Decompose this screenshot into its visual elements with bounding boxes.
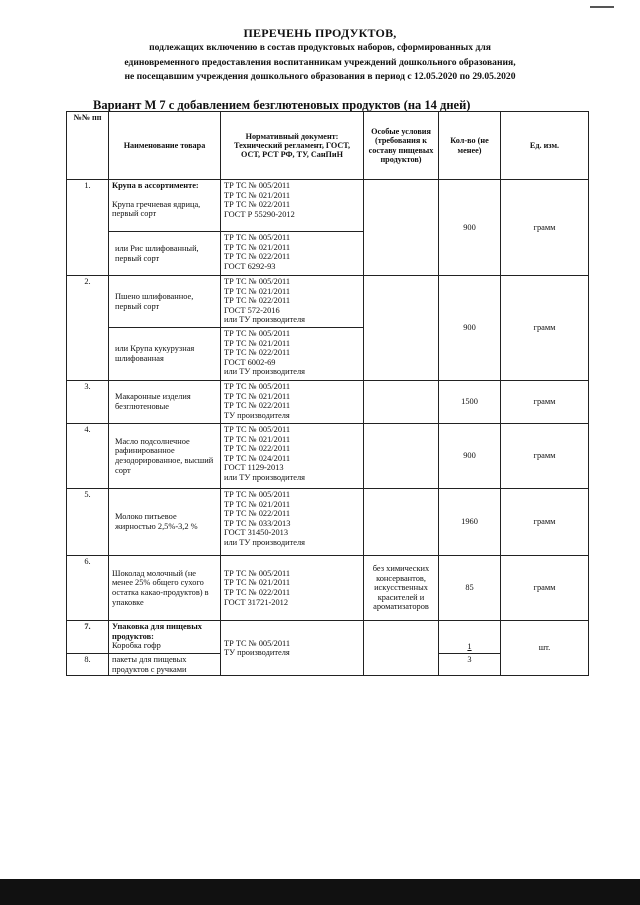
qty-cell: 900 <box>439 180 501 276</box>
table-row <box>67 556 589 621</box>
doc-line: ТР ТС № 022/2011 <box>224 348 291 358</box>
doc-line: ТР ТС № 022/2011 <box>224 200 291 210</box>
special-cell <box>364 381 439 424</box>
qty-cell: 85 <box>439 556 501 621</box>
doc-list <box>221 424 364 489</box>
qty-cell: 1 <box>439 621 501 654</box>
subtitle-line-1: подлежащих включению в состав продуктовых наборов, сформированных для <box>149 42 491 53</box>
subtitle-line-3: не посещавшим учреждения дошкольного образования в период с 12.05.2020 по 29.05.2020 <box>124 71 516 82</box>
doc-list <box>221 180 364 232</box>
table-row <box>67 424 589 489</box>
doc-line: ТР ТС № 022/2011 <box>224 252 291 262</box>
doc-list <box>221 232 364 276</box>
table-row <box>67 180 589 232</box>
table-row <box>67 381 589 424</box>
header-unit: Ед. изм. <box>501 112 589 180</box>
doc-list <box>221 276 364 328</box>
doc-line: ГОСТ 6002-69 <box>224 357 276 367</box>
special-cell <box>364 180 439 276</box>
header-doc: Нормативный документ: Технический регламент, ГОСТ, ОСТ, РСТ РФ, ТУ, СанПиН <box>221 112 364 180</box>
doc-line: ТР ТС № 024/2011 <box>224 453 291 463</box>
doc-line: ТР ТС № 021/2011 <box>224 190 291 200</box>
special-cell <box>364 424 439 489</box>
doc-line: ГОСТ 1129-2013 <box>224 463 284 473</box>
product-name: пакеты для пищевых продуктов с ручками <box>109 654 221 676</box>
product-name: Молоко питьевое жирностью 2,5%-3,2 % <box>109 489 221 556</box>
products-table <box>66 111 589 676</box>
doc-line: ТР ТС № 022/2011 <box>224 444 291 454</box>
product-name: или Рис шлифованный, первый сорт <box>109 232 221 276</box>
special-cell <box>364 489 439 556</box>
qty-cell: 3 <box>439 654 501 676</box>
product-name: Макаронные изделия безглютеновые <box>109 381 221 424</box>
qty-cell: 900 <box>439 424 501 489</box>
doc-line: или ТУ производителя <box>224 367 306 377</box>
doc-line: ТР ТС № 005/2011 <box>224 382 291 391</box>
doc-line: ГОСТ 6292-93 <box>224 261 276 271</box>
product-variant: Коробка гофр <box>112 641 161 651</box>
special-cell <box>364 621 439 676</box>
header-special: Особые условия (требования к составу пищевых продуктов) <box>364 112 439 180</box>
doc-line: ГОСТ 572-2016 <box>224 305 280 315</box>
doc-line: ТР ТС № 005/2011 <box>224 490 291 499</box>
table-row <box>67 489 589 556</box>
doc-line: ТР ТС № 021/2011 <box>224 391 291 401</box>
doc-line: ТР ТС № 022/2011 <box>224 296 291 306</box>
product-name: Пшено шлифованное, первый сорт <box>109 276 221 328</box>
unit-cell: грамм <box>501 180 589 276</box>
doc-line: ТР ТС № 005/2011 <box>224 277 291 286</box>
header-name: Наименование товара <box>109 112 221 180</box>
doc-list <box>221 556 364 621</box>
doc-line: ГОСТ Р 55290-2012 <box>224 209 295 219</box>
special-cell <box>364 276 439 381</box>
doc-line: ТР ТС № 005/2011 <box>224 181 291 190</box>
doc-line: или ТУ производителя <box>224 537 306 547</box>
doc-line: ТР ТС № 021/2011 <box>224 434 291 444</box>
doc-list <box>221 328 364 381</box>
document-subtitle <box>0 41 640 85</box>
unit-cell: грамм <box>501 489 589 556</box>
unit-cell: грамм <box>501 556 589 621</box>
scan-mark <box>590 6 614 8</box>
unit-cell: шт. <box>501 621 589 676</box>
product-name: Масло подсолнечное рафинированное дезодорированное, высший сорт <box>109 424 221 489</box>
doc-line: ТР ТС № 022/2011 <box>224 588 291 597</box>
doc-line: или ТУ производителя <box>224 315 306 325</box>
table-row <box>67 276 589 328</box>
row-num: 5. <box>67 489 109 556</box>
table-row <box>67 621 589 654</box>
row-num: 7. <box>67 621 109 654</box>
unit-cell: грамм <box>501 276 589 381</box>
product-name <box>109 621 221 654</box>
qty-cell: 1500 <box>439 381 501 424</box>
doc-line: ТР ТС № 021/2011 <box>224 286 291 296</box>
doc-line: ГОСТ 31450-2013 <box>224 528 289 538</box>
variant-heading: Вариант М 7 с добавлением безглютеновых продуктов (на 14 дней) <box>93 98 471 112</box>
doc-line: ТУ производителя <box>224 648 290 658</box>
doc-line: ТР ТС № 022/2011 <box>224 509 291 519</box>
doc-line: ТР ТС № 005/2011 <box>224 568 291 578</box>
doc-line: ТР ТС № 005/2011 <box>224 329 291 338</box>
doc-line: ТР ТС № 005/2011 <box>224 233 291 242</box>
doc-line: ТР ТС № 021/2011 <box>224 338 291 348</box>
doc-line: или ТУ производителя <box>224 472 306 482</box>
row-num: 8. <box>67 654 109 676</box>
unit-cell: грамм <box>501 424 589 489</box>
doc-list <box>221 489 364 556</box>
qty-cell: 900 <box>439 276 501 381</box>
doc-line: ТУ производителя <box>224 410 290 420</box>
doc-line: ТР ТС № 033/2013 <box>224 518 291 528</box>
document-title: ПЕРЕЧЕНЬ ПРОДУКТОВ, <box>243 26 397 40</box>
doc-list <box>221 621 364 676</box>
row-num: 6. <box>67 556 109 621</box>
unit-cell: грамм <box>501 381 589 424</box>
doc-line: ТР ТС № 021/2011 <box>224 499 291 509</box>
doc-line: ТР ТС № 005/2011 <box>224 638 291 648</box>
doc-line: ТР ТС № 021/2011 <box>224 242 291 252</box>
subtitle-line-2: единовременного предоставления воспитанникам учреждений дошкольного образования, <box>124 56 516 68</box>
qty-cell: 1960 <box>439 489 501 556</box>
doc-line: ТР ТС № 021/2011 <box>224 578 291 588</box>
product-name: или Крупа кукурузная шлифованная <box>109 328 221 381</box>
row-num: 1. <box>67 180 109 276</box>
row-num: 2. <box>67 276 109 381</box>
category-label: Крупа в ассортименте: <box>112 181 199 190</box>
scan-border <box>0 879 640 905</box>
category-label: Упаковка для пищевых продуктов: <box>112 622 202 641</box>
special-cell: без химических консервантов, искусственных красителей и ароматизаторов <box>364 556 439 621</box>
header-qty: Кол-во (не менее) <box>439 112 501 180</box>
product-variant: Крупа гречневая ядрица, первый сорт <box>112 199 201 219</box>
doc-list <box>221 381 364 424</box>
header-num: №№ пп <box>67 112 109 180</box>
product-name <box>109 180 221 232</box>
row-num: 4. <box>67 424 109 489</box>
doc-line: ТР ТС № 005/2011 <box>224 425 291 434</box>
doc-line: ГОСТ 31721-2012 <box>224 597 289 607</box>
product-name: Шоколад молочный (не менее 25% общего сухого остатка какао-продуктов) в упаковке <box>109 556 221 621</box>
doc-line: ТР ТС № 022/2011 <box>224 401 291 411</box>
row-num: 3. <box>67 381 109 424</box>
